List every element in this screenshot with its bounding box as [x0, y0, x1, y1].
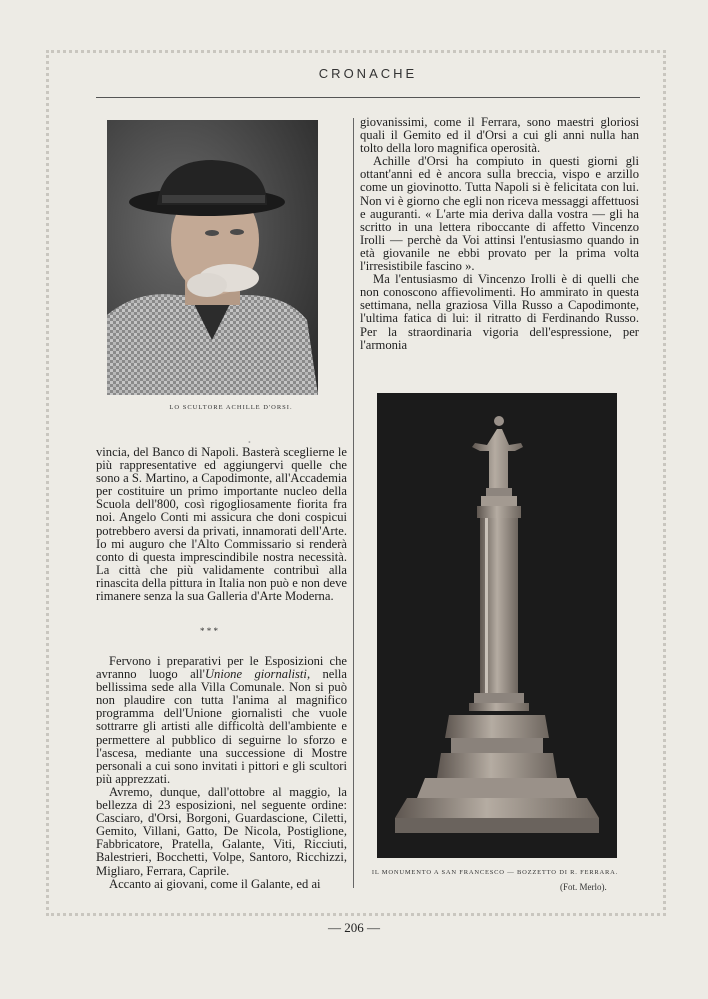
paragraph: Accanto ai giovani, come il Galante, ed ai [109, 876, 321, 891]
portrait-caption: LO SCULTORE ACHILLE D'ORSI. [169, 404, 293, 411]
section-separator-stars: * * * [200, 626, 218, 636]
paragraph: giovanissimi, come il Ferrara, sono maestri gloriosi quali il Gemito ed il d'Orsi a cui gli anni nulla han tolto della loro magnifica operosità. [360, 115, 639, 156]
monument-caption: IL MONUMENTO A SAN FRANCESCO — BOZZETTO DI R. FERRARA. [371, 869, 619, 876]
paragraph-text: Fervono i preparativi per le Esposizioni che avranno luogo all' [96, 654, 347, 682]
section-header: CRONACHE [318, 66, 418, 81]
column-divider [353, 118, 354, 888]
page-number: — 206 — [328, 920, 380, 935]
monument-photo [377, 393, 617, 858]
paragraph [96, 655, 347, 786]
header-rule [96, 97, 640, 98]
left-column-lower [96, 655, 347, 891]
paragraph: vincia, del Banco di Napoli. Basterà sceglierne le più rappresentative ed aggiungervi quelle che sono a S. Martino, a Capodimonte, all'Accademia per costituire un primo importante nucleo della Scuola dell'800, così rigogliosamente fiorita fra noi. Angelo Conti mi assicura che doni cospicui potrebbero aversi da privati, innamorati dell'Arte. Io mi auguro che l'Alto Commissario si renderà conto di questa imprescindibile nostra necessità. La città che più validamente contribuì alla rinascita della pittura in Italia non può e non deve rimanere senza la sua Galleria d'Arte Moderna. [96, 445, 347, 604]
left-column-upper [96, 446, 347, 603]
paragraph: Avremo, dunque, dall'ottobre al maggio, la bellezza di 23 esposizioni, nel seguente ordine: Casciaro, d'Orsi, Borgoni, Guardascione, Ciletti, Gemito, Villani, Gatto, De Nicola, Postiglione, Fabbricatore, Pratella, Galante, Viti, Ricciuti, Balestrieri, Bocchetti, Volpe, Santoro, Ricchizzi, Migliaro, Ferrara, Caprile. [96, 784, 347, 878]
ornament-dot: • [248, 438, 251, 447]
italic-name: Unione giornalisti [204, 667, 307, 682]
photo-credit: (Fot. Merlo). [560, 882, 607, 892]
paragraph: Ma l'entusiasmo di Vincenzo Irolli è di quelli che non conoscono affievolimenti. Ho ammirato in questa settimana, nella graziosa Villa Russo a Capodimonte, l'ultima fatica di lui: il ritratto di Ferdinando Russo. Per la straordinaria vigoria dell'espressione, per l'armonia [360, 272, 639, 352]
paragraph: Achille d'Orsi ha compiuto in questi giorni gli ottant'anni ed è ancora sulla breccia, vispo e arzillo come un giovinotto. Tutta Napoli si è felicitata con lui. Non vi è giorno che egli non riceva messaggi affettuosi e auguranti. « L'arte mia deriva dalla vostra — gli ha scritto in una lettera riboccante di affetto Vincenzo Irolli — perchè da Voi attinsi l'entusiasmo quando in età giovanile ne ebbi provato per la prima volta l'irresistibile fascino ». [360, 154, 639, 274]
paragraph-text: , nella bellissima sede alla Villa Comunale. Non si può non plaudire con tutta l'anima al magnifico programma dell'Unione giornalisti che vuole sottrarre gli artisti alle difficoltà dell'ambiente e permettere al pubblico di seguirne lo sforzo e l'ascesa, mediante una successione di Mostre personali a cui sono invitati i pittori e gli scultori più apprezzati. [96, 667, 347, 786]
right-column-text [360, 116, 639, 352]
portrait-photo [107, 120, 318, 395]
